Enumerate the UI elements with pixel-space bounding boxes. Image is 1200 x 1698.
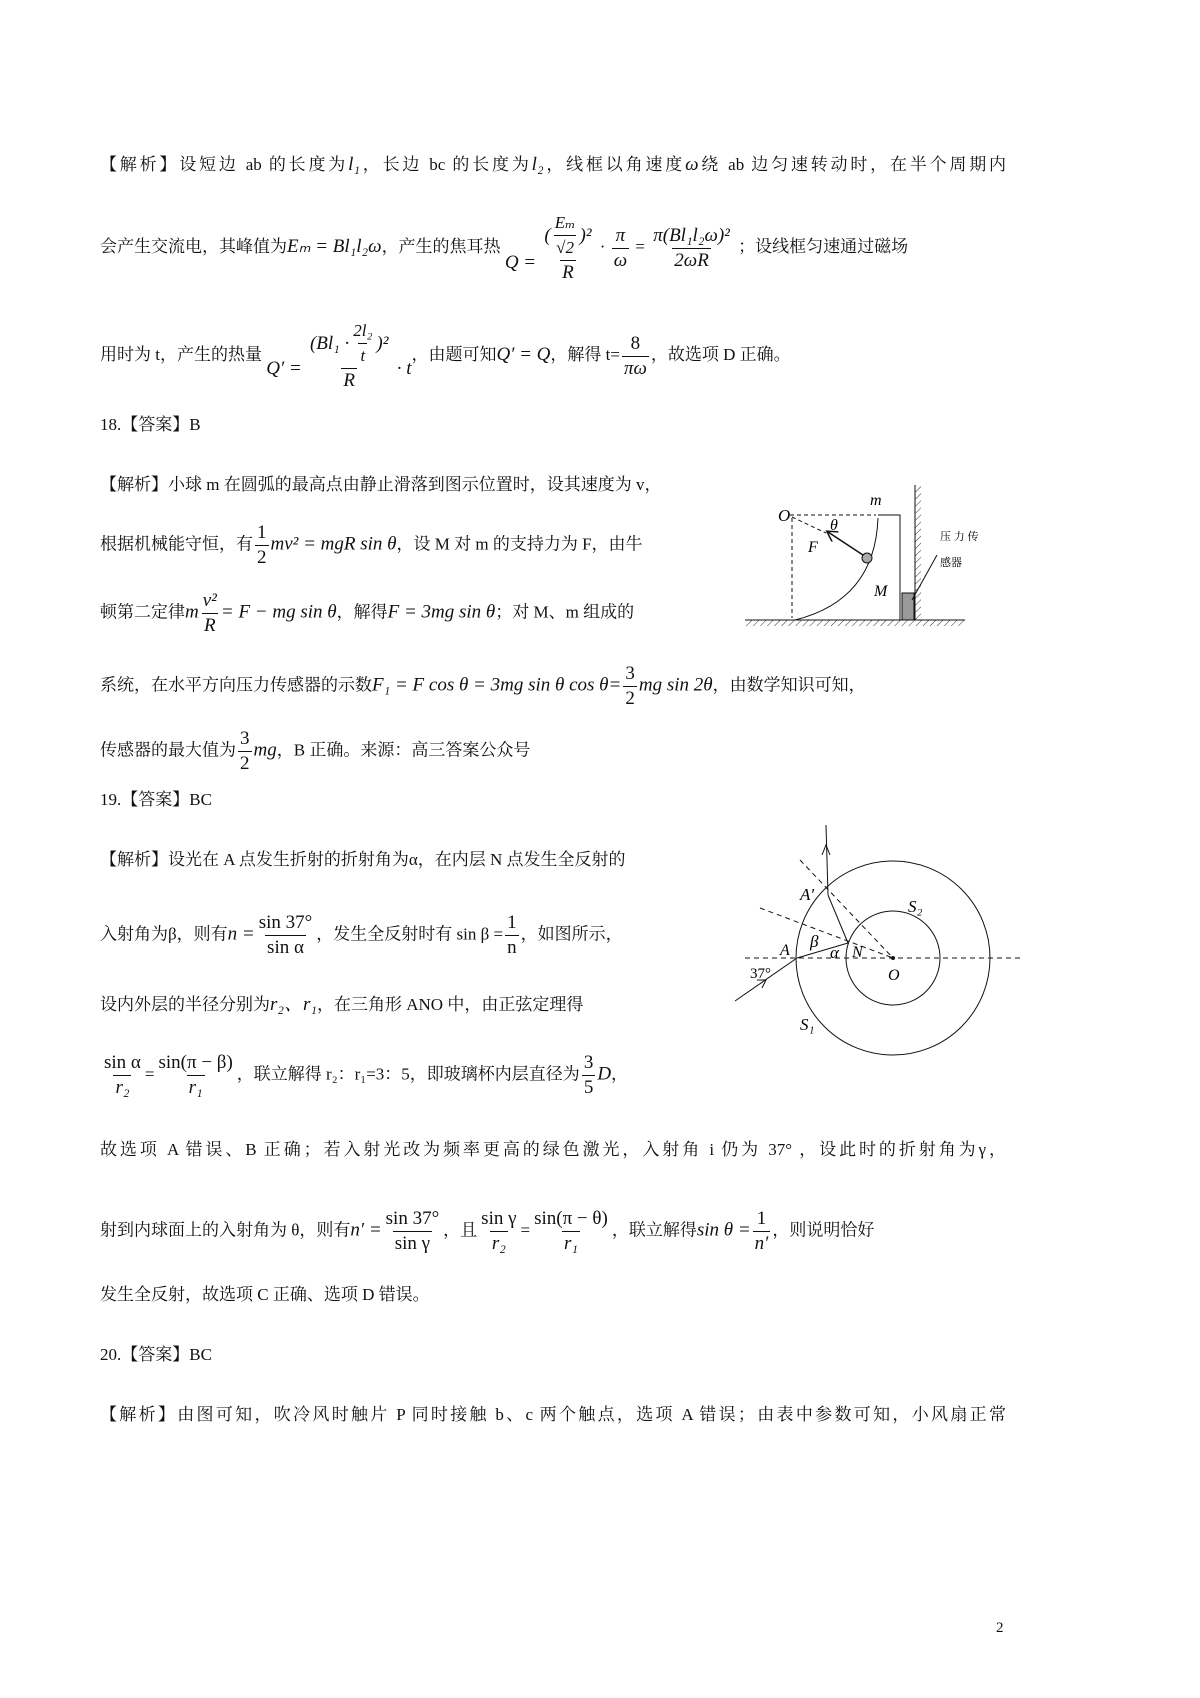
numerator: π bbox=[615, 224, 626, 246]
denominator: 2 bbox=[257, 547, 267, 568]
denominator: sin α bbox=[267, 937, 304, 958]
math-f1: F₁ = F cos θ = 3mg sin θ cos θ= bbox=[372, 674, 622, 696]
denominator: 5 bbox=[583, 1077, 594, 1098]
math-newton: = F − mg sin θ bbox=[220, 601, 337, 623]
numerator: 1 bbox=[756, 1208, 767, 1229]
text: ，如图所示， bbox=[520, 924, 623, 944]
label-alpha: α bbox=[830, 943, 839, 962]
math-m: m bbox=[185, 601, 199, 623]
denominator: sin γ bbox=[394, 1233, 431, 1254]
text: ，解得 t= bbox=[550, 344, 620, 364]
text: 设内外层的半径分别为 bbox=[100, 995, 270, 1014]
text: ，且 bbox=[443, 1220, 478, 1240]
exit-ray bbox=[826, 825, 828, 895]
math-q-eq: Q′ = Q bbox=[496, 343, 551, 365]
text: ，由数学知识可知， bbox=[712, 675, 866, 695]
numerator: sin(π − θ) bbox=[534, 1208, 608, 1229]
text: ，在三角形 ANO 中，由正弦定理得 bbox=[317, 995, 584, 1014]
math-l2: l₂ bbox=[531, 154, 544, 175]
label-beta: β bbox=[810, 932, 819, 951]
math-radii: r₂、r₁ bbox=[270, 994, 317, 1015]
denominator: t bbox=[358, 343, 367, 367]
denominator: r₁ bbox=[188, 1077, 203, 1098]
label-N: N bbox=[852, 944, 863, 961]
q18-answer: 18.【答案】B bbox=[100, 415, 201, 434]
numerator: 3 bbox=[240, 728, 250, 749]
text: ，则说明恰好 bbox=[772, 1220, 875, 1240]
label-O: O bbox=[778, 506, 791, 525]
label-A: A bbox=[780, 942, 790, 959]
equals: = bbox=[635, 236, 645, 256]
equals: = bbox=[520, 1220, 531, 1240]
numerator: sin 37° bbox=[385, 1208, 440, 1229]
q18-analysis-line-1: 【解析】小球 m 在圆弧的最高点由静止滑落到图示位置时，设其速度为 v， bbox=[100, 475, 662, 494]
text: ，B 正确。来源：高三答案公众号 bbox=[276, 740, 531, 760]
text: ，联立解得 r₂：r₁=3：5，即玻璃杯内层直径为 bbox=[236, 1064, 580, 1084]
text: ，发生全反射时有 sin β = bbox=[316, 924, 504, 944]
text: ，解得 bbox=[336, 602, 388, 622]
label-M: M bbox=[874, 583, 888, 600]
text: ，产生的焦耳热 bbox=[381, 236, 501, 256]
text: 入射角为β，则有 bbox=[100, 924, 228, 944]
text: 会产生交流电，其峰值为 bbox=[100, 236, 287, 256]
label-S2: S₂ bbox=[908, 897, 923, 916]
numerator: 8 bbox=[630, 332, 641, 354]
denominator: R bbox=[204, 615, 216, 636]
denominator: 2 bbox=[625, 688, 635, 709]
text: 根据机械能守恒，有 bbox=[100, 534, 253, 554]
math-mg: mg bbox=[253, 739, 277, 761]
denominator: ω bbox=[613, 249, 628, 271]
text: 顿第二定律 bbox=[100, 602, 185, 622]
label-m: m bbox=[870, 492, 882, 509]
numerator: sin(π − β) bbox=[158, 1052, 233, 1073]
paren: (Bl₁ · bbox=[309, 332, 350, 354]
text: ，线框以角速度 bbox=[543, 155, 686, 174]
label-theta: θ bbox=[830, 517, 838, 534]
text: 传感器的最大值为 bbox=[100, 740, 236, 760]
label-sensor-1: 压 力 传 bbox=[940, 531, 979, 543]
math-n-prime: n′ = bbox=[350, 1219, 382, 1241]
numerator: 3 bbox=[583, 1052, 594, 1073]
denominator: r₂ bbox=[115, 1077, 130, 1098]
dot: · bbox=[599, 236, 606, 256]
math-q-prime: Q′ = bbox=[266, 357, 302, 379]
denominator: R bbox=[343, 370, 355, 391]
numerator: sin α bbox=[104, 1052, 141, 1073]
numerator: 1 bbox=[507, 912, 517, 933]
denominator: r₁ bbox=[563, 1233, 578, 1254]
math-omega: ω bbox=[685, 154, 699, 175]
reflected-ray bbox=[828, 895, 848, 943]
q19-analysis-line-5: 故选项 A 错误、B 正确；若入射光改为频率更高的绿色激光，入射角 i 仍为 37° ，设此时的折射角为γ， bbox=[100, 1140, 1006, 1159]
text: ；设线框匀速通过磁场 bbox=[738, 236, 909, 256]
denominator: r₂ bbox=[491, 1233, 506, 1254]
label-F: F bbox=[808, 539, 818, 556]
denominator: πω bbox=[623, 357, 647, 379]
paren: )² bbox=[376, 332, 389, 354]
numerator: v² bbox=[202, 590, 217, 611]
text: ， bbox=[611, 1064, 629, 1084]
math-n: n = bbox=[227, 923, 255, 945]
label-S1: S₁ bbox=[800, 1015, 815, 1034]
q19-analysis-line-1: 【解析】设光在 A 点发生折射的折射角为α，在内层 N 点发生全反射的 bbox=[100, 850, 626, 869]
refracted-ray bbox=[797, 943, 848, 958]
label-angle-37: 37° bbox=[750, 966, 771, 982]
q19-answer: 19.【答案】BC bbox=[100, 790, 212, 809]
math-f: F = 3mg sin θ bbox=[387, 601, 496, 623]
paren: ( bbox=[544, 224, 551, 246]
text: ，长边 bc 的长度为 bbox=[360, 155, 532, 174]
text: 系统，在水平方向压力传感器的示数 bbox=[100, 675, 372, 695]
denominator: √2 bbox=[554, 235, 576, 259]
text: ，故选项 D 正确。 bbox=[650, 344, 791, 364]
label-A-prime: A′ bbox=[800, 885, 815, 904]
math-t: · t bbox=[396, 357, 412, 379]
text: 绕 ab 边匀速转动时，在半个周期内 bbox=[698, 155, 1007, 174]
math-sin2theta: mg sin 2θ bbox=[638, 674, 713, 696]
text: ，设 M 对 m 的支持力为 F，由牛 bbox=[396, 534, 643, 554]
label-O: O bbox=[888, 967, 900, 984]
paren: )² bbox=[579, 224, 592, 246]
q19-analysis-line-7: 发生全反射，故选项 C 正确、选项 D 错误。 bbox=[100, 1285, 430, 1304]
numerator: sin 37° bbox=[258, 912, 313, 933]
label-sensor-2: 感器 bbox=[940, 557, 962, 569]
math-energy: mv² = mgR sin θ bbox=[270, 533, 397, 555]
numerator: 3 bbox=[625, 663, 635, 684]
numerator: Eₘ bbox=[554, 213, 576, 232]
text: ，由题可知 bbox=[411, 344, 497, 364]
denominator: n′ bbox=[754, 1233, 769, 1254]
denominator: 2ωR bbox=[674, 249, 709, 271]
numerator: π(Bl₁l₂ω)² bbox=[653, 224, 730, 246]
text: ；对 M、m 组成的 bbox=[495, 602, 635, 622]
text: 【解析】设短边 ab 的长度为 bbox=[100, 155, 349, 174]
denominator: 2 bbox=[240, 753, 250, 774]
denominator: n bbox=[507, 937, 517, 958]
q20-analysis-line-1: 【解析】由图可知，吹冷风时触片 P 同时接触 b、c 两个触点，选项 A 错误；由表中参数可知，小风扇正常 bbox=[100, 1405, 1006, 1424]
page-number: 2 bbox=[996, 1620, 1004, 1636]
math-D: D bbox=[597, 1063, 612, 1085]
equals: = bbox=[144, 1064, 155, 1084]
denominator: R bbox=[562, 262, 574, 283]
text: 射到内球面上的入射角为 θ，则有 bbox=[100, 1220, 351, 1240]
text: 用时为 t，产生的热量 bbox=[100, 344, 262, 364]
numerator: 2l₂ bbox=[353, 321, 373, 340]
math-l1: l₁ bbox=[348, 154, 360, 175]
math-em: Eₘ = Bl₁l₂ω bbox=[287, 235, 382, 257]
text: ，联立解得 bbox=[611, 1220, 697, 1240]
exit-arrowhead bbox=[822, 845, 830, 855]
numerator: 1 bbox=[257, 522, 267, 543]
math-q: Q = bbox=[504, 251, 537, 273]
numerator: sin γ bbox=[481, 1208, 517, 1229]
center-point bbox=[891, 956, 895, 960]
math-sintheta: sin θ = bbox=[696, 1219, 751, 1241]
q20-answer: 20.【答案】BC bbox=[100, 1345, 212, 1364]
